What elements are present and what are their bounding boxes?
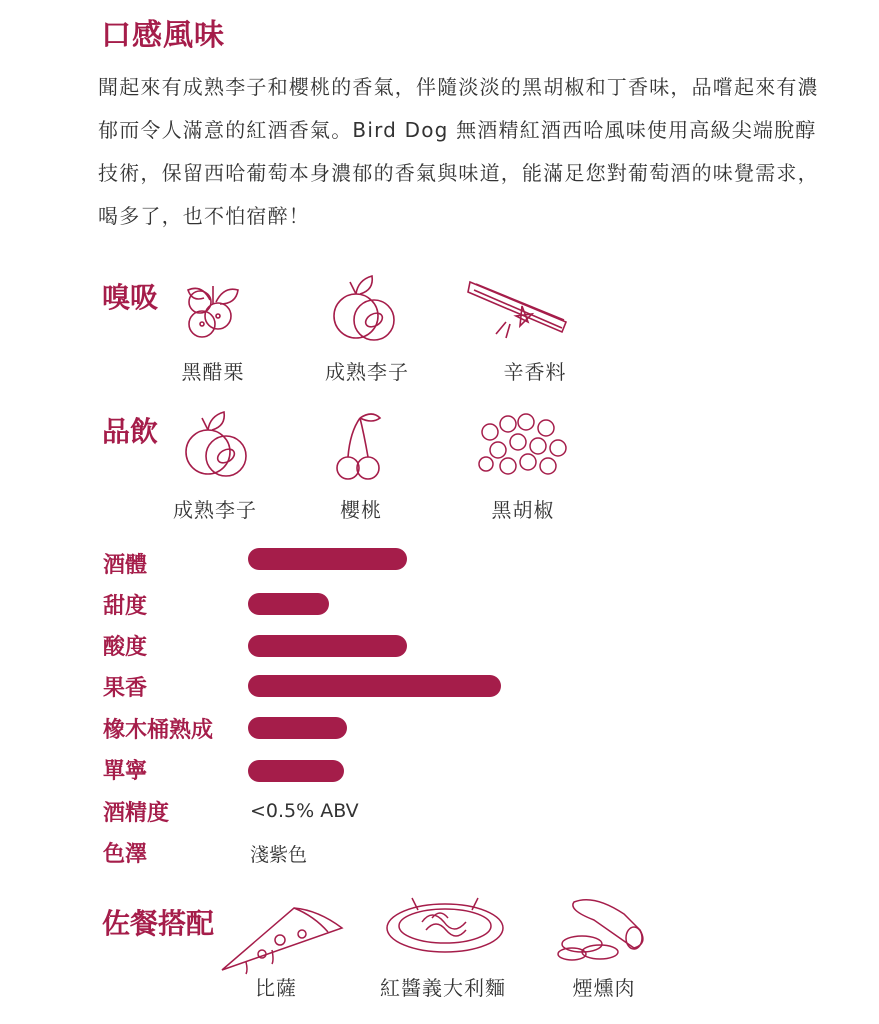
pasta-icon [382,892,508,958]
taste-item-1-label: 成熟李子 [173,498,257,522]
attribute-bar-fill-body [248,548,407,570]
section-title: 口感風味 [101,18,225,53]
taste-item-2-label: 櫻桃 [340,498,382,522]
pizza-icon [218,904,348,976]
attribute-label-oak: 橡木桶熟成 [103,718,214,743]
plum-icon [328,274,402,344]
attribute-bar-fill-acidity [248,635,407,657]
smell-label: 嗅吸 [102,281,159,314]
alcohol-value: <0.5% ABV [250,800,359,822]
pairing-label: 佐餐搭配 [102,907,215,940]
plum-icon [180,410,254,480]
attribute-bar-fill-oak [248,717,347,739]
smell-item-3-label: 辛香料 [503,360,567,384]
attribute-bar-fill-sweetness [248,593,329,615]
taste-label: 品飲 [102,415,159,448]
pairing-item-2-label: 紅醬義大利麵 [380,976,506,1000]
pairing-item-3-label: 煙燻肉 [572,976,636,1000]
attribute-label-sweetness: 甜度 [103,594,148,619]
cherry-icon [332,410,384,482]
pairing-item-1-label: 比薩 [255,976,297,1000]
color-value: 淺紫色 [250,844,308,866]
description-paragraph: 聞起來有成熟李子和櫻桃的香氣，伴隨淡淡的黑胡椒和丁香味，品嚐起來有濃郁而令人滿意的紅酒香氣。Bird Dog 無酒精紅酒西哈風味使用高級尖端脫醇技術，保留西哈葡萄本身濃郁的香氣與味道，能滿足您對葡萄酒的味覺需求，喝多了，也不怕宿醉！ [98,75,819,228]
attribute-label-body: 酒體 [103,553,148,578]
smell-item-1-label: 黑醋栗 [181,360,245,384]
attribute-label-tannin: 單寧 [103,759,148,784]
attribute-bar-fill-fruitiness [248,675,501,697]
black-pepper-icon [472,410,572,484]
alcohol-label: 酒精度 [103,801,170,826]
attribute-bar-fill-tannin [248,760,344,782]
taste-item-3-label: 黑胡椒 [491,498,555,522]
attribute-label-acidity: 酸度 [103,635,148,660]
attribute-label-fruitiness: 果香 [103,676,148,701]
blackcurrant-icon [180,280,246,342]
color-label: 色澤 [103,842,148,867]
spice-icon [466,276,576,342]
smoked-meat-icon [554,894,650,964]
smell-item-2-label: 成熟李子 [325,360,409,384]
